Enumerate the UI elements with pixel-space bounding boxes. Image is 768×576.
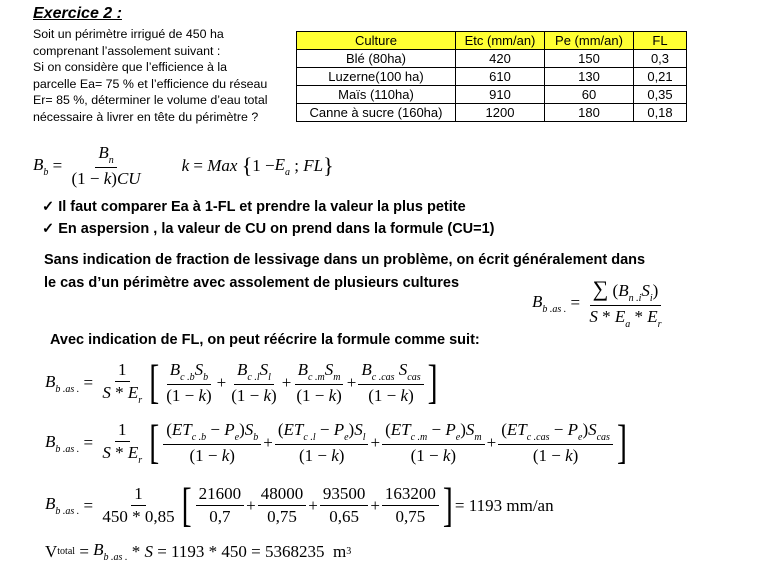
statement-line: nécessaire à livrer en tête du périmètre ? — [33, 109, 259, 124]
exercise-title: Exercice 2 : — [33, 5, 122, 22]
paragraph-line: le cas d’un périmètre avec assolement de plusieurs cultures — [44, 275, 460, 291]
table-row — [297, 68, 687, 86]
cell-pe: 130 — [545, 68, 634, 86]
numerator-ble: 21600 — [196, 484, 245, 506]
formula-volume: V total = $B_{b .as .}$ * S = 1193 * 450 = 5368235 m 3 — [45, 540, 352, 563]
cell-culture: Luzerne(100 ha) — [297, 68, 456, 86]
denominator-mais: 0,65 — [329, 507, 359, 526]
crop-data-table — [296, 31, 687, 122]
denominator-ble: 0,7 — [209, 507, 231, 526]
formula-basic: $B_b$ = $\frac{B_n}{(1 - k)CU}$ k = Max { 1 − $E_a$ ; FL } — [33, 143, 334, 188]
table-row — [297, 50, 687, 68]
col-header-fl: FL — [634, 32, 687, 50]
paragraph-line: Sans indication de fraction de lessivage dans un problème, on écrit généralement dans — [44, 252, 646, 268]
statement-line: comprenant l’assolement suivant : — [33, 43, 221, 58]
problem-statement — [33, 26, 268, 125]
formula-result: = 1193 mm/an — [454, 495, 554, 515]
table-row — [297, 86, 687, 104]
col-header-pe: Pe (mm/an) — [545, 32, 634, 50]
statement-line: Er= 85 %, déterminer le volume d’eau total — [33, 93, 268, 107]
cell-etc: 1200 — [456, 104, 545, 122]
numerator-mais: 93500 — [320, 484, 369, 506]
cell-culture: Maïs (110ha) — [297, 86, 456, 104]
paragraph-with-fl: Avec indication de FL, on peut réécrire la formule comme suit: — [50, 332, 480, 348]
cell-culture: Canne à sucre (160ha) — [297, 104, 456, 122]
cell-etc: 910 — [456, 86, 545, 104]
col-header-culture: Culture — [297, 32, 456, 50]
cell-pe: 150 — [545, 50, 634, 68]
cell-etc: 610 — [456, 68, 545, 86]
bullet-text: Il faut comparer Ea à 1-FL et prendre la valeur la plus petite — [58, 199, 466, 215]
volume-result: = 1193 * 450 = 5368235 — [157, 541, 325, 561]
cell-fl: 0,18 — [634, 104, 687, 122]
bullet-text: En aspersion , la valeur de CU on prend dans la formule (CU=1) — [58, 221, 495, 237]
bullet-item: ✓ Il faut comparer Ea à 1-FL et prendre la valeur la plus petite — [42, 199, 466, 215]
table-row — [297, 104, 687, 122]
coef-denominator: 450 * 0,85 — [102, 507, 175, 526]
formula-expanded: $B_{b .as .}$ = $\frac{1}{S * E_r}$ [ $\frac{(ET_{c .b} - P_e)S_b}{(1 - k)}$ + $\frac{(ET_{c .l} - P_e)S_l}{(1 - k)}$ + $\frac{(ET_{c .m} - P_e)S_m}{(1 - k)}$ + $\frac{(ET_{c .cas} - P_e)S_{cas}}{(1 - k)}$ ] — [45, 415, 627, 469]
denominator-canne: 0,75 — [395, 507, 426, 526]
cell-pe: 60 — [545, 86, 634, 104]
statement-line: Si on considère que l’efficience à la — [33, 60, 228, 74]
table-header-row — [297, 32, 687, 50]
numerator-luzerne: 48000 — [258, 484, 307, 506]
bullet-item: ✓ En aspersion , la valeur de CU on prend dans la formule (CU=1) — [42, 221, 495, 237]
statement-line: parcelle Ea= 75 % et l’efficience du réseau — [33, 76, 268, 91]
numerator-canne: 163200 — [382, 484, 439, 506]
formula-numeric: $B_{b .as .}$ = $\frac{1}{450 * 0,85}$ [ $\frac{21600}{0,7}$ + $\frac{48000}{0,75}$ + $\frac{93500}{0,65}$ + $\frac{163200}{0,75}$ ] = 1193 mm/an — [45, 478, 554, 532]
formula-sum: $B_{b .as .}$ = $\frac{\sum (B_{n .i}S_i)}{S * E_a * E_r}$ — [532, 276, 662, 330]
statement-line: Soit un périmètre irrigué de 450 ha — [33, 27, 224, 41]
cell-etc: 420 — [456, 50, 545, 68]
denominator-luzerne: 0,75 — [267, 507, 297, 526]
cell-fl: 0,21 — [634, 68, 687, 86]
cell-culture: Blé (80ha) — [297, 50, 456, 68]
cell-fl: 0,3 — [634, 50, 687, 68]
cell-fl: 0,35 — [634, 86, 687, 104]
formula-general: $B_{b .as .}$ = $\frac{1}{S * E_r}$ [ $\frac{B_{c .b}S_b}{(1 - k)}$ + $\frac{B_{c .l}S_l}{(1 - k)}$ + $\frac{B_{c .m}S_m}{(1 - k)}$ + $\frac{B_{c .cas} S_{cas}}{(1 - k)}$ ] — [45, 355, 438, 409]
cell-pe: 180 — [545, 104, 634, 122]
col-header-etc: Etc (mm/an) — [456, 32, 545, 50]
